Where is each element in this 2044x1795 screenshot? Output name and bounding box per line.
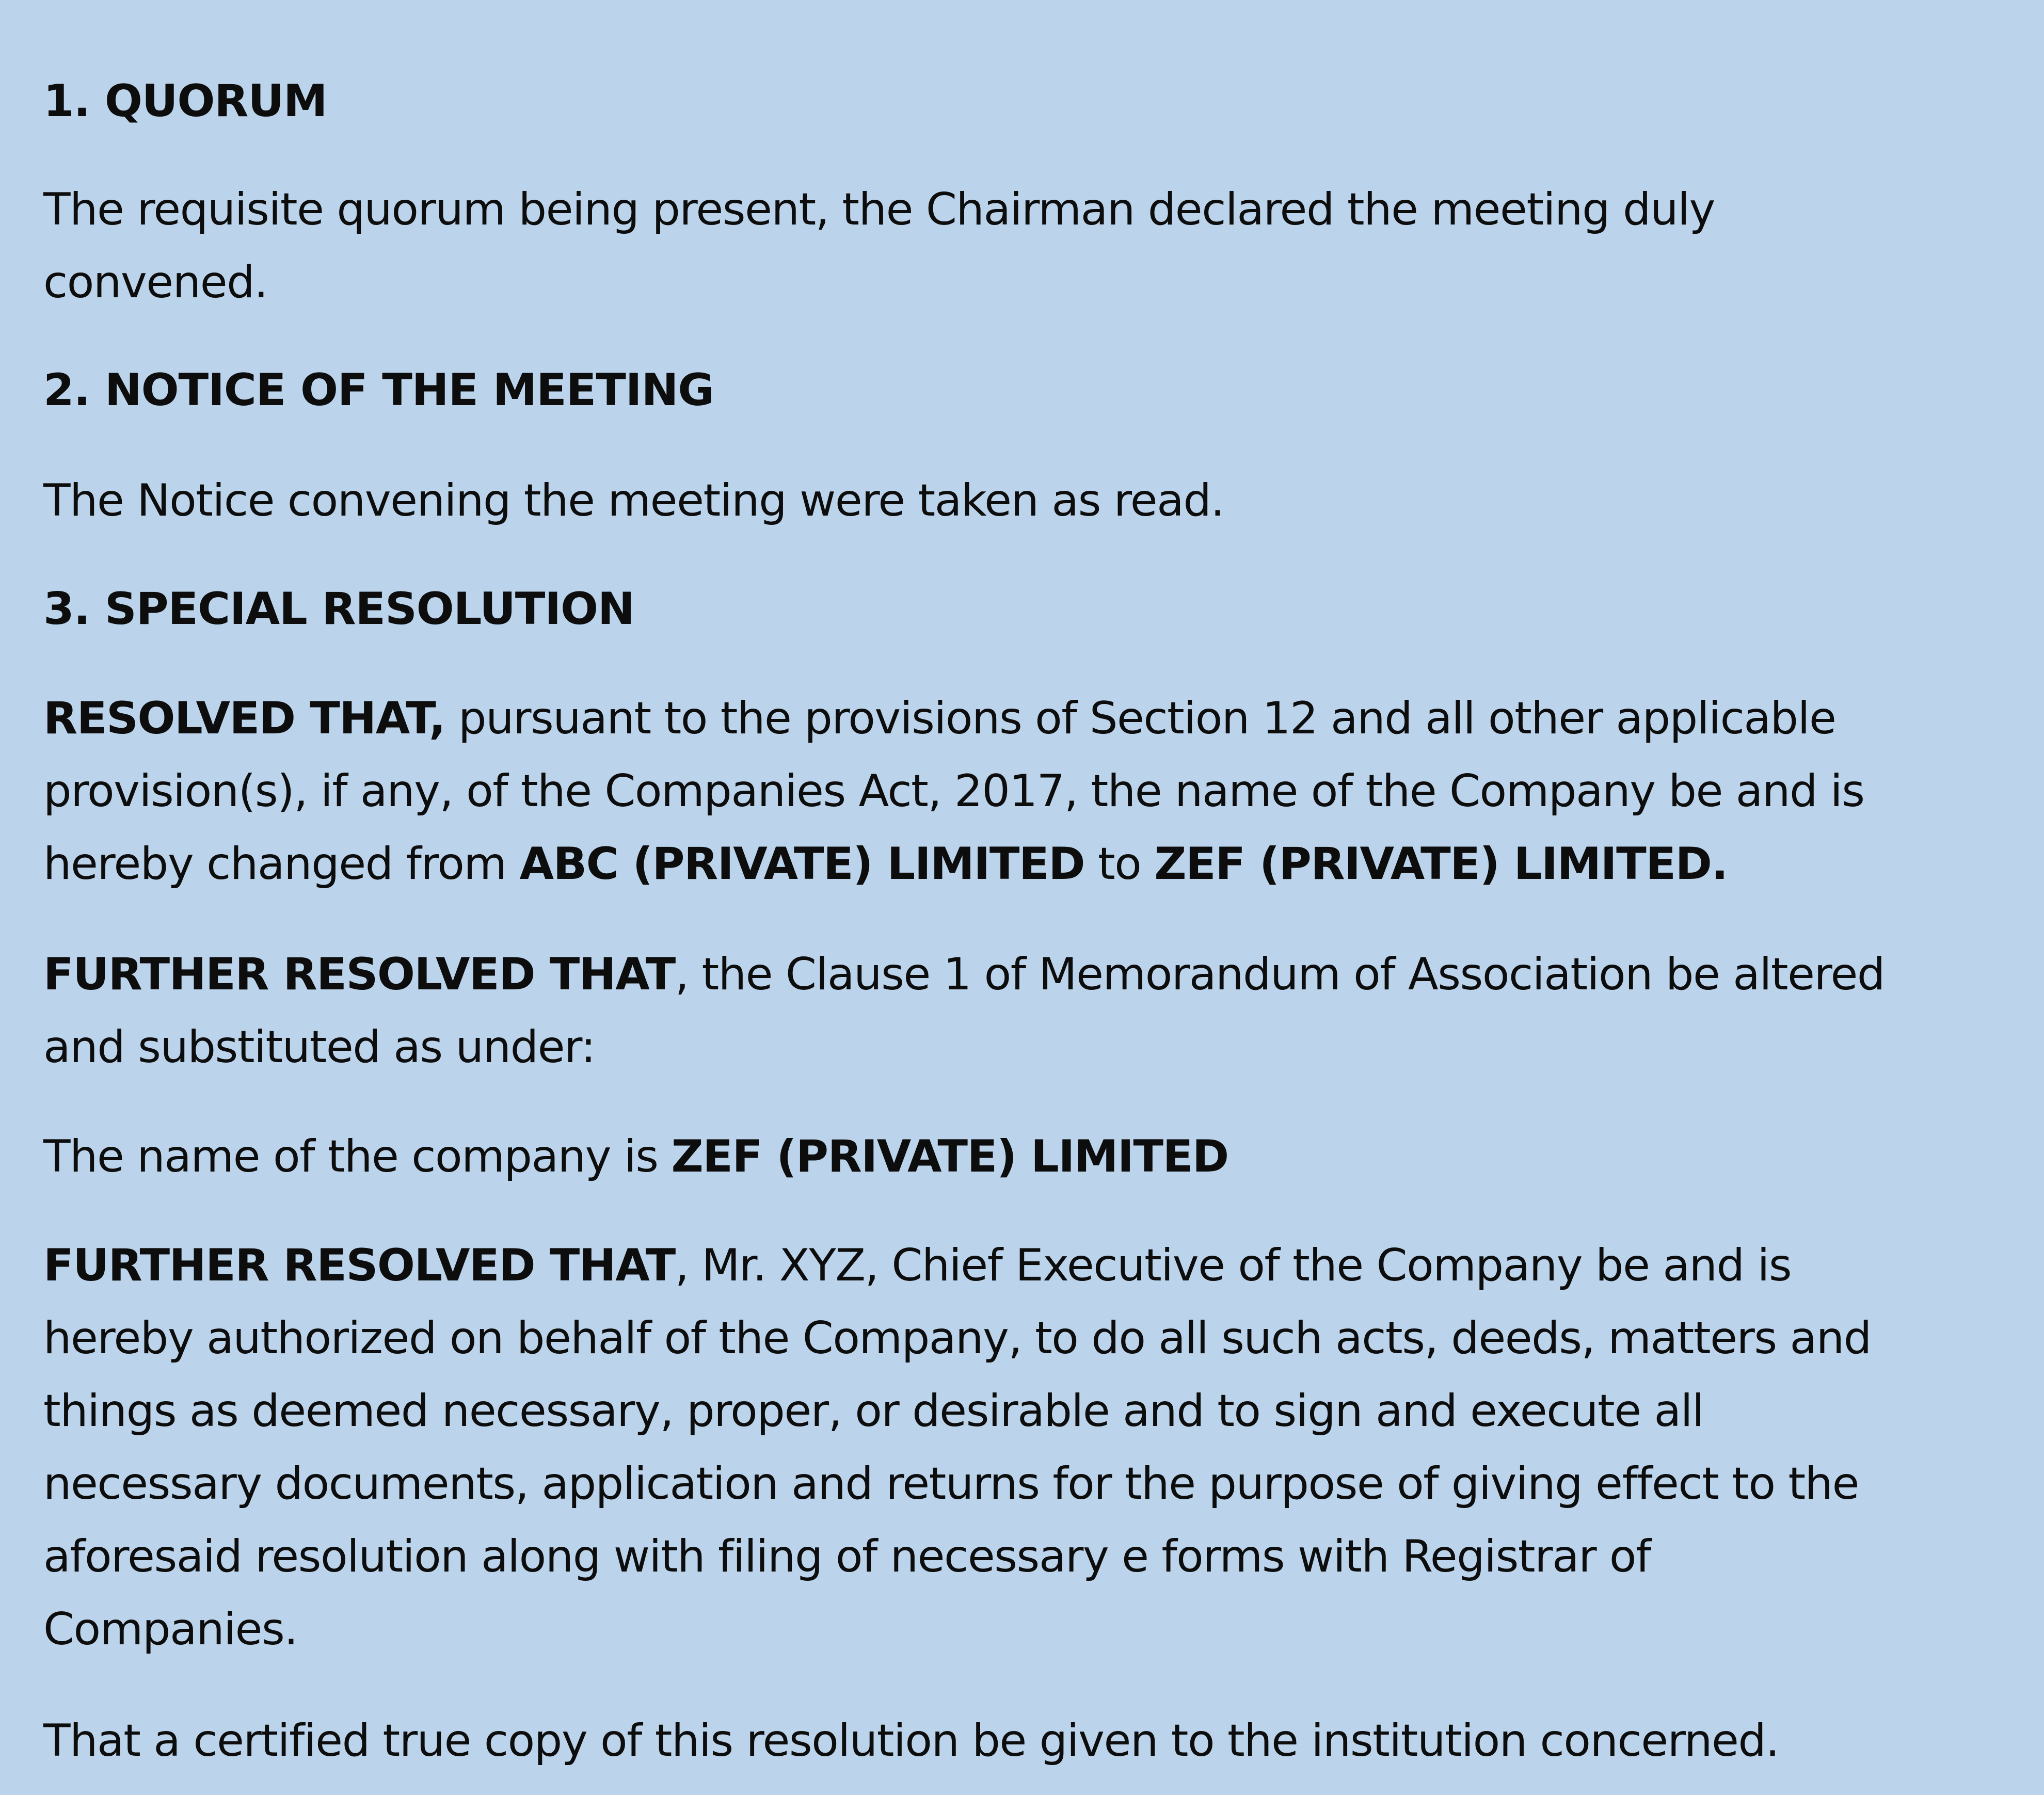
- resolved-that-label: RESOLVED THAT,: [43, 693, 445, 744]
- paragraph-line: Companies.: [43, 1604, 298, 1655]
- paragraph-line: RESOLVED THAT, pursuant to the provisions of Section 12 and all other applicable: [43, 693, 1836, 744]
- resolution-authorization: [43, 1229, 2005, 1666]
- section-heading-notice: 2. NOTICE OF THE MEETING: [43, 364, 714, 416]
- further-resolved-label: FURTHER RESOLVED THAT: [43, 1240, 675, 1291]
- paragraph-line: convened.: [43, 257, 268, 308]
- paragraph-line: FURTHER RESOLVED THAT, Mr. XYZ, Chief Executive of the Company be and is: [43, 1240, 1792, 1291]
- further-resolved-label: FURTHER RESOLVED THAT: [43, 949, 675, 1000]
- paragraph-line: aforesaid resolution along with filing of necessary e forms with Registrar of: [43, 1531, 1651, 1582]
- company-name: ZEF (PRIVATE) LIMITED: [671, 1131, 1228, 1182]
- paragraph-line: FURTHER RESOLVED THAT, the Clause 1 of Memorandum of Association be altered: [43, 949, 1885, 1000]
- section-heading-special-resolution: 3. SPECIAL RESOLUTION: [43, 583, 634, 635]
- paragraph-line: hereby authorized on behalf of the Company, to do all such acts, deeds, matters and: [43, 1312, 1871, 1364]
- paragraph-line: necessary documents, application and returns for the purpose of giving effect to the: [43, 1458, 1859, 1510]
- resolution-memorandum: [43, 938, 2005, 1084]
- resolution-name-change: [43, 682, 2005, 901]
- section-heading-quorum: 1. QUORUM: [43, 75, 327, 127]
- paragraph-line: and substituted as under:: [43, 1021, 595, 1073]
- paragraph-line: things as deemed necessary, proper, or desirable and to sign and execute all: [43, 1385, 1704, 1437]
- paragraph-line: provision(s), if any, of the Companies Act, 2017, the name of the Company be and is: [43, 765, 1864, 817]
- closing-paragraph: That a certified true copy of this resolution be given to the institution concerned.: [43, 1715, 1779, 1767]
- company-name-statement: The name of the company is ZEF (PRIVATE) LIMITED: [43, 1131, 1228, 1182]
- paragraph-line: The requisite quorum being present, the Chairman declared the meeting duly: [43, 184, 1715, 235]
- notice-paragraph: The Notice convening the meeting were taken as read.: [43, 475, 1224, 526]
- new-company-name: ZEF (PRIVATE) LIMITED.: [1154, 838, 1728, 890]
- paragraph-line: hereby changed from ABC (PRIVATE) LIMITED to ZEF (PRIVATE) LIMITED.: [43, 838, 1728, 890]
- old-company-name: ABC (PRIVATE) LIMITED: [519, 838, 1085, 890]
- quorum-paragraph: [43, 173, 2005, 319]
